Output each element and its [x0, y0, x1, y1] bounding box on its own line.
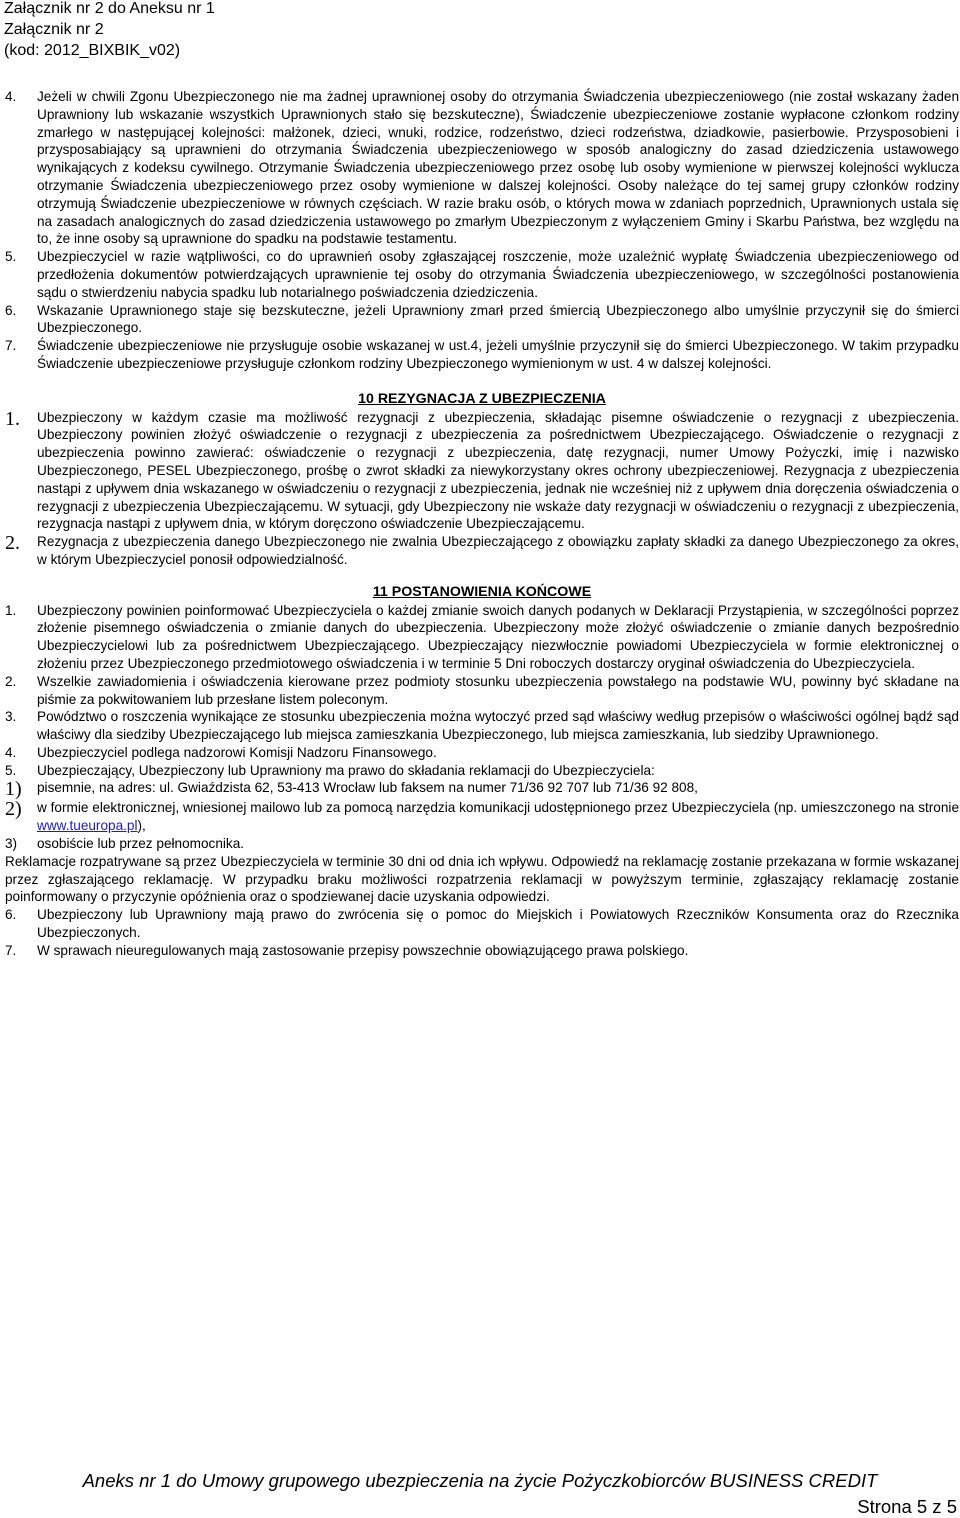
channel-text	[37, 799, 959, 835]
item-text: Jeżeli w chwili Zgonu Ubezpieczonego nie ma żadnej uprawnionej osoby do otrzymania Świadczenia ubezpieczeniowego (nie został wskazany żaden Uprawniony lub wskazanie wszystkich Uprawnionych stało się bezskuteczne), Świadczenie ubezpieczeniowe zostanie wypłacone członkom rodziny zmarłego w następującej kolejności: małżonek, dzieci, wnuki, rodzice, rodzeństwo, dzieci rodzeństwa, dziadkowie, pasierbowie. Przysposobieni i przysposabiający są uprawnieni do otrzymania Świadczenia ubezpieczeniowego w sposób analogiczny do zasad dziedziczenia ustawowego wynikających z kodeksu cywilnego. Otrzymanie Świadczenia ubezpieczeniowego przez osobę lub osoby wymienione w pierwszej kolejności wyklucza otrzymanie Świadczenia ubezpieczeniowego przez osoby wymienione w dalszej kolejności. Osoby należące do tej samej grupy członków rodziny otrzymują Świadczenie ubezpieczeniowe w równych częściach. W razie braku osób, o których mowa w zdaniach poprzednich, Uprawnionych ustala się na zasadach analogicznych do zasad dziedziczenia ustawowego po zmarłym Ubezpieczonym z wyłączeniem Gminy i Skarbu Państwa, bez względu na to, że inne osoby są uprawnione do spadku na podstawie testamentu.	[37, 89, 959, 247]
item-number: 1.	[5, 602, 17, 618]
item-number: 2.	[5, 673, 17, 689]
item-number: 3.	[5, 709, 17, 725]
list-item	[5, 906, 959, 942]
channel-number: 2)	[5, 798, 22, 821]
item-number: 7.	[5, 338, 17, 354]
item-number: 5.	[5, 249, 17, 265]
document-body	[5, 88, 959, 960]
item-number: 2.	[5, 532, 20, 555]
item-text: Rezygnacja z ubezpieczenia danego Ubezpieczonego nie zwalnia Ubezpieczającego z obowiązku zapłaty składki za danego Ubezpieczonego za okres, w którym Ubezpieczyciel ponosił odpowiedzialność.	[37, 534, 959, 567]
item-text: W sprawach nieuregulowanych mają zastosowanie przepisy powszechnie obowiązującego prawa polskiego.	[37, 942, 689, 958]
list-item	[5, 673, 959, 709]
header-line-1: Załącznik nr 2 do Aneksu nr 1	[4, 0, 215, 17]
list-item	[5, 942, 959, 960]
list-item	[5, 302, 959, 338]
page-number: Strona 5 z 5	[857, 1496, 957, 1517]
item-number: 1.	[5, 407, 20, 430]
item-number: 4.	[5, 744, 17, 760]
item-number: 7.	[5, 942, 17, 958]
item-text: Ubezpieczający, Ubezpieczony lub Uprawniony ma prawo do składania reklamacji do Ubezpieczyciela:	[37, 762, 655, 778]
item-text: Ubezpieczony w każdym czasie ma możliwość rezygnacji z ubezpieczenia, składając pisemne oświadczenie o rezygnacji z ubezpieczenia. Ubezpieczony powinien złożyć oświadczenie o rezygnacji z ubezpieczenia za pośrednictwem Ubezpieczającego. Oświadczenie o rezygnacji z ubezpieczenia powinno zawierać: oświadczenie o rezygnacji z ubezpieczenia, datę rezygnacji, numer Umowy Pożyczki, imię i nazwisko Ubezpieczonego, PESEL Ubezpieczonego, prośbę o zwrot składki za niewykorzystany okres ochrony ubezpieczeniowej. Rezygnacja z ubezpieczenia nastąpi z upływem dnia wskazanego w oświadczeniu o rezygnacji z ubezpieczenia, jednak nie wcześniej niż z upływem dnia doręczenia oświadczenia o rezygnacji z ubezpieczenia Ubezpieczającemu. W sytuacji, gdy Ubezpieczony nie wskaże daty rezygnacji w oświadczeniu o rezygnacji z ubezpieczenia, rezygnacja nastąpi z upływem dnia, w którym doręczono oświadczenie Ubezpieczającemu.	[37, 409, 959, 532]
item-number: 5.	[5, 762, 17, 778]
item-text: Ubezpieczyciel w razie wątpliwości, co do uprawnień osoby zgłaszającej roszczenie, może uzależnić wypłatę Świadczenia ubezpieczeniowego od przedłożenia dokumentów potwierdzających uprawnienie tej osoby do otrzymania Świadczenia ubezpieczeniowego, w szczególności postanowienia sądu o stwierdzeniu nabycia spadku lub notarialnego poświadczenia dziedziczenia.	[37, 249, 959, 300]
list-item	[5, 708, 959, 744]
footer-title: Aneks nr 1 do Umowy grupowego ubezpieczenia na życie Pożyczkobiorców BUSINESS CREDIT	[82, 1470, 878, 1491]
section-11-heading: 11 POSTANOWIENIA KOŃCOWE	[372, 583, 592, 600]
channel-item	[5, 799, 959, 835]
list-item	[5, 409, 959, 534]
channel-number: 3)	[5, 836, 18, 852]
list-item	[5, 88, 959, 248]
channel-text: osobiście lub przez pełnomocnika.	[37, 836, 245, 852]
list-item	[5, 762, 959, 780]
item-text: Powództwo o roszczenia wynikające ze stosunku ubezpieczenia można wytoczyć przed sąd właściwy według przepisów o właściwości ogólnej bądź sąd właściwy dla siedziby Ubezpieczającego lub miejsca zamieszkania Ubezpieczonego, lub miejsca zamieszkania, lub siedziby Uprawnionego.	[37, 709, 959, 743]
list-item	[5, 744, 959, 762]
header-line-2: Załącznik nr 2	[4, 21, 104, 38]
channel-text: pisemnie, na adres: ul. Gwiaździsta 62, 53-413 Wrocław lub faksem na numer 71/36 92 707 lub 71/36 92 808,	[37, 780, 698, 796]
website-link[interactable]: www.tueuropa.pl	[37, 818, 138, 834]
list-item	[5, 248, 959, 301]
item-number: 6.	[5, 302, 17, 318]
list-item	[5, 602, 959, 673]
complaint-paragraph: Reklamacje rozpatrywane są przez Ubezpieczyciela w terminie 30 dni od dnia ich wpływu. Odpowiedź na reklamację zostanie przekazana w formie wskazanej przez zgłaszającego reklamację. W przypadku braku możliwości rozpatrzenia reklamacji w powyższym terminie, zgłaszający reklamację zostanie poinformowany o przyczynie opóźnienia oraz o spodziewanej dacie uzyskania odpowiedzi.	[5, 853, 959, 905]
item-text: Wskazanie Uprawnionego staje się bezskuteczne, jeżeli Uprawniony zmarł przed śmiercią Ubezpieczonego albo umyślnie przyczynił się do śmierci Ubezpieczonego.	[37, 302, 959, 336]
document-header	[4, 0, 215, 61]
header-line-3: (kod: 2012_BIXBIK_v02)	[4, 42, 181, 59]
item-text: Wszelkie zawiadomienia i oświadczenia kierowane przez podmioty stosunku ubezpieczenia powstałego na podstawie WU, powinny być składane na piśmie za pokwitowaniem lub przesłane listem poleconym.	[37, 673, 959, 707]
item-number: 4.	[5, 89, 17, 104]
channel-item	[5, 835, 959, 853]
item-text: Świadczenie ubezpieczeniowe nie przysługuje osobie wskazanej w ust.4, jeżeli umyślnie przyczynił się do śmierci Ubezpieczonego. W takim przypadku Świadczenie ubezpieczeniowe przysługuje członkom rodziny Ubezpieczonego wymienionym w ust. 4 w dalszej kolejności.	[37, 338, 959, 371]
list-item	[5, 337, 959, 373]
item-text: Ubezpieczyciel podlega nadzorowi Komisji Nadzoru Finansowego.	[37, 744, 437, 760]
channel-text-after: ),	[137, 818, 146, 834]
channel-item	[5, 779, 959, 799]
channel-text-before: w formie elektronicznej, wniesionej mailowo lub za pomocą narzędzia komunikacji udostępnionego przez Ubezpieczyciela (np. umieszczonego na stronie	[37, 800, 959, 816]
channel-number: 1)	[5, 778, 22, 801]
item-text: Ubezpieczony powinien poinformować Ubezpieczyciela o każdej zmianie swoich danych podanych w Deklaracji Przystąpienia, w szczególności poprzez złożenie pisemnego oświadczenia o zmianie danych do ubezpieczenia. Ubezpieczony może złożyć oświadczenie o zmianie danych bezpośrednio Ubezpieczycielowi lub za pośrednictwem Ubezpieczającego. Ubezpieczający niezwłocznie powiadomi Ubezpieczyciela w formie elektronicznej o złożeniu przez Ubezpieczonego przedmiotowego oświadczenia i w terminie 5 Dni roboczych dostarczy oryginał oświadczenia do Ubezpieczyciela.	[37, 602, 959, 671]
item-number: 6.	[5, 907, 17, 923]
section-10-heading: 10 REZYGNACJA Z UBEZPIECZENIA	[358, 390, 606, 407]
list-item	[5, 533, 959, 569]
item-text: Ubezpieczony lub Uprawniony mają prawo do zwrócenia się o pomoc do Miejskich i Powiatowych Rzeczników Konsumenta oraz do Rzecznika Ubezpieczonych.	[37, 907, 959, 941]
